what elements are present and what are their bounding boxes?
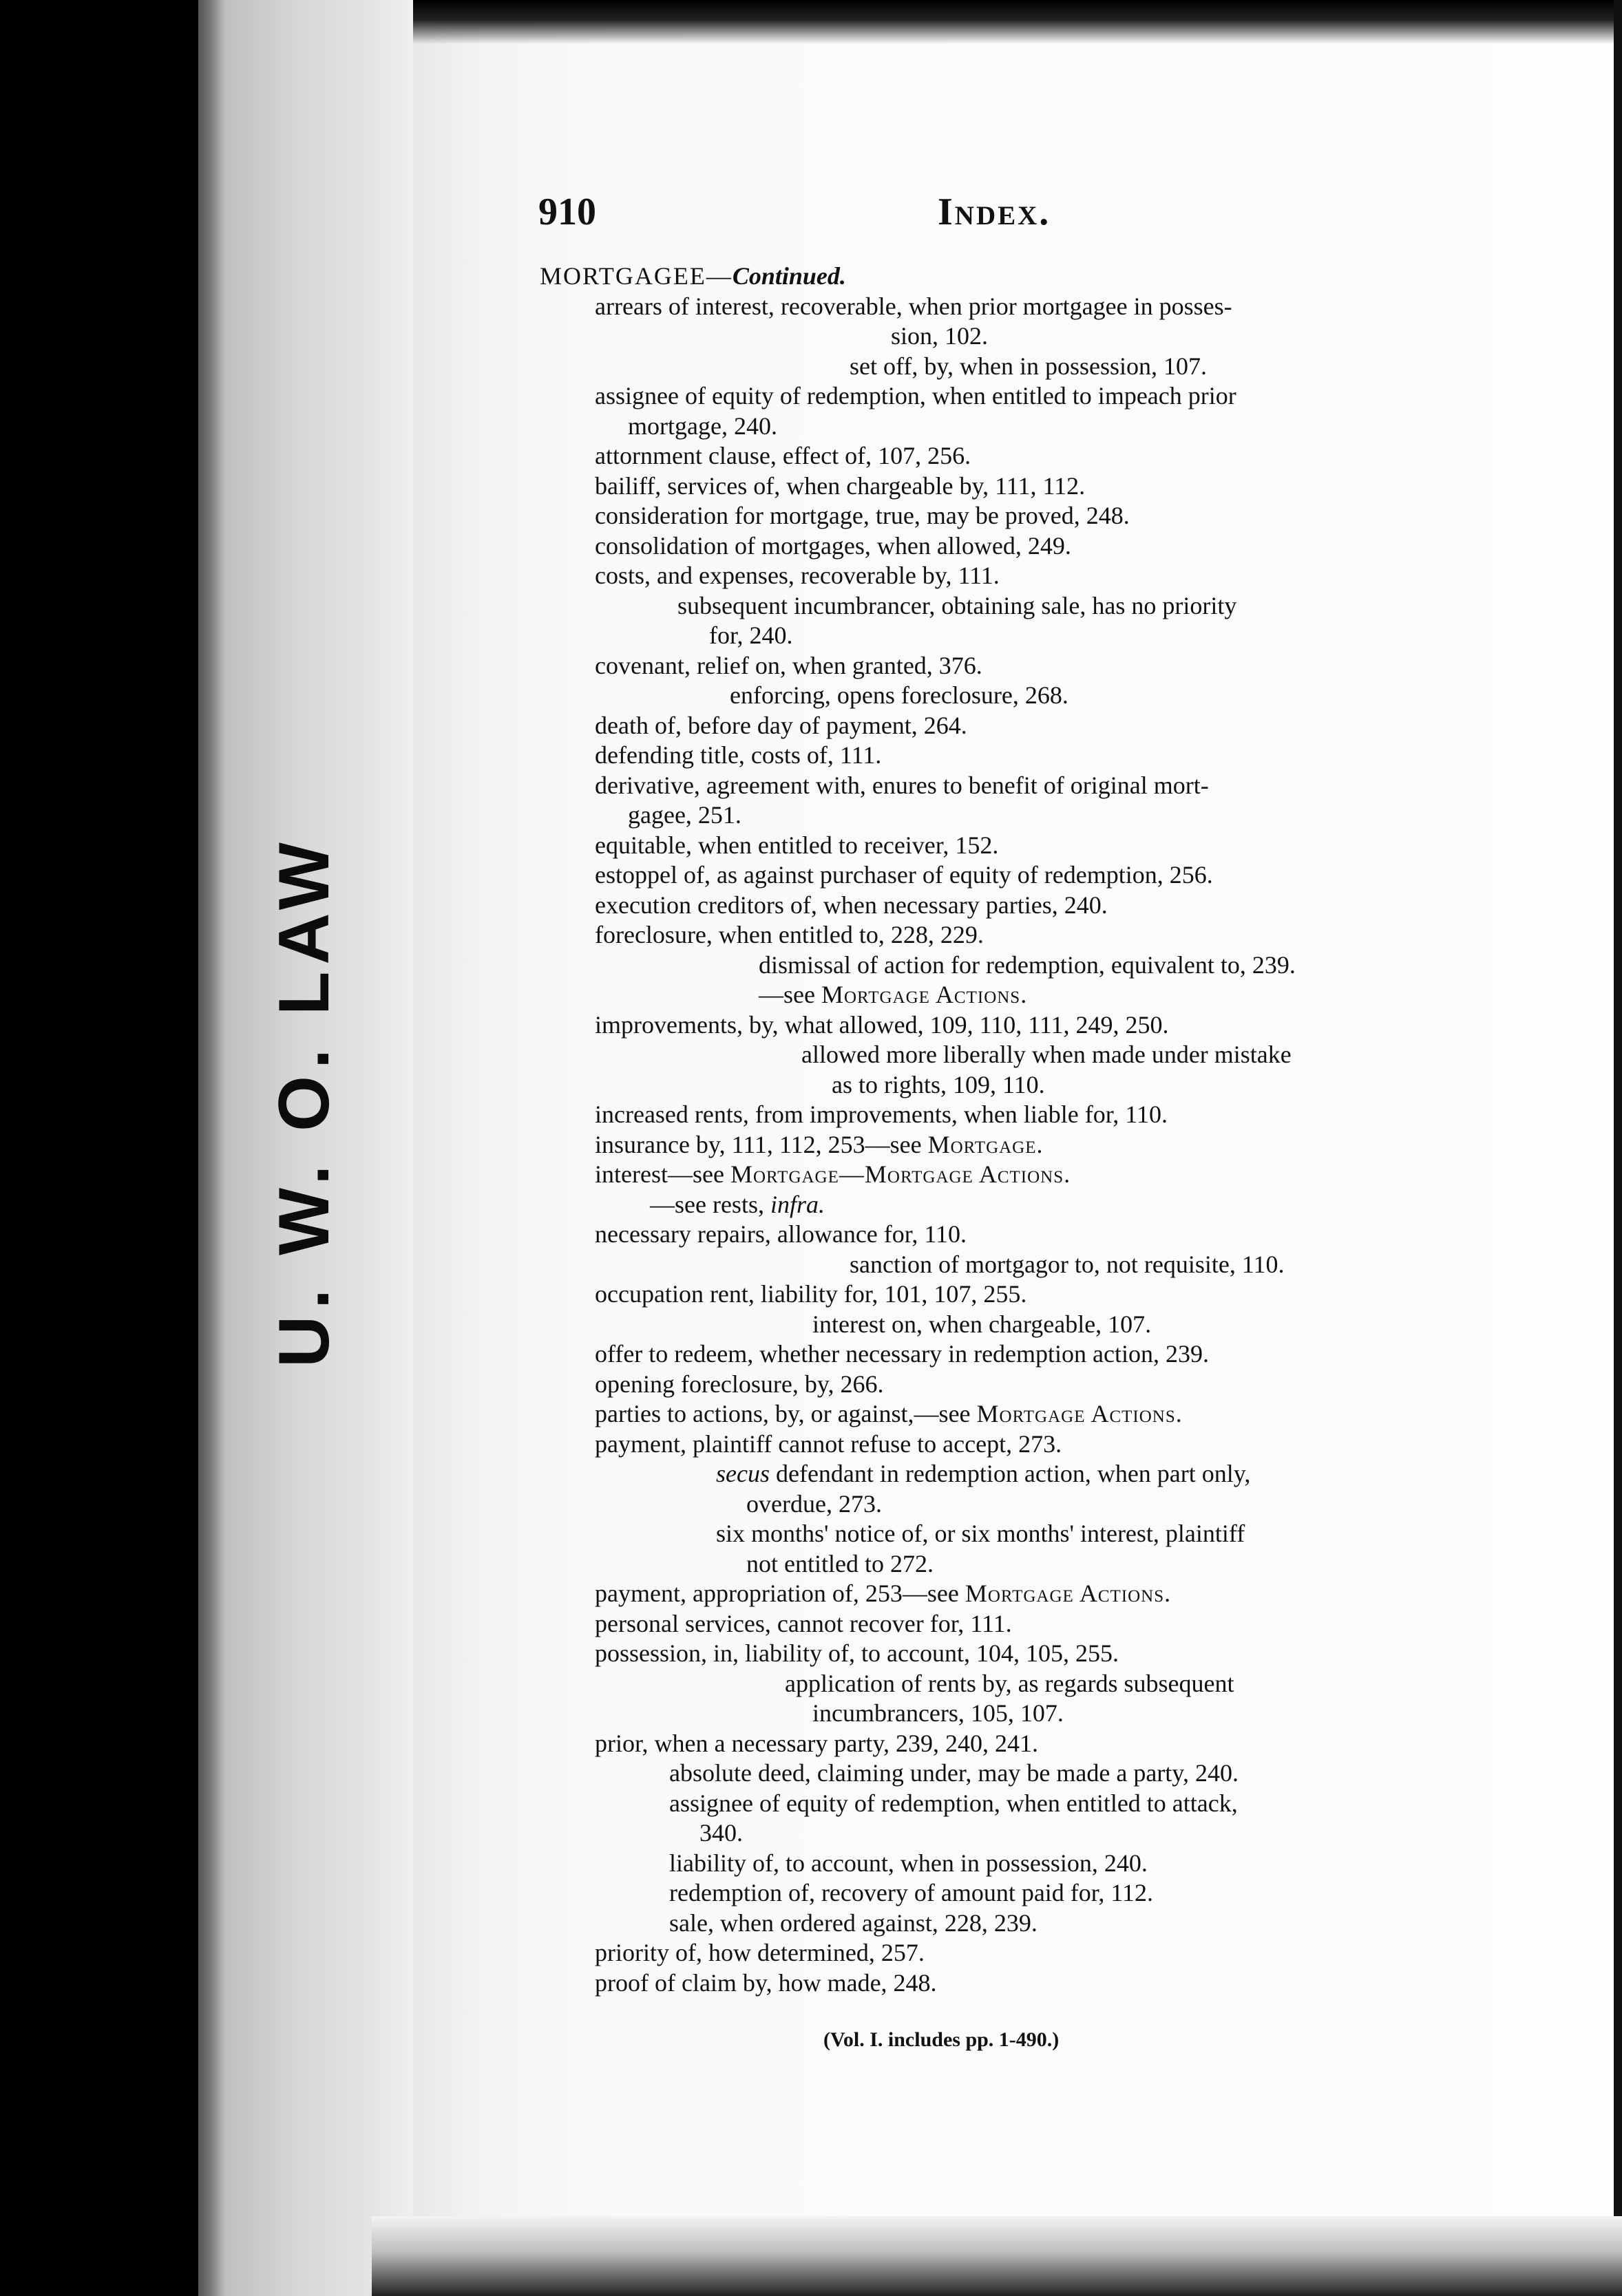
index-line xyxy=(540,771,1462,801)
index-line xyxy=(540,1220,1462,1250)
index-line-text: death of, before day of payment, 264. xyxy=(595,711,967,739)
spine-label-text: U. W. O. LAW xyxy=(264,835,344,1368)
index-line xyxy=(540,471,1462,502)
index-line xyxy=(540,381,1462,412)
index-line-text: Mortgage Actions. xyxy=(965,1580,1172,1607)
index-line-text: equitable, when entitled to receiver, 152. xyxy=(595,831,999,859)
index-line xyxy=(540,1339,1462,1370)
index-line xyxy=(540,1399,1462,1429)
index-line-text: estoppel of, as against purchaser of equity of redemption, 256. xyxy=(595,861,1213,889)
index-line xyxy=(540,1190,1462,1220)
index-line xyxy=(540,1878,1462,1909)
index-line-text: allowed more liberally when made under mistake xyxy=(801,1041,1292,1068)
heading-term: MORTGAGEE— xyxy=(540,262,733,290)
index-line-text: occupation rent, liability for, 101, 107, 255. xyxy=(595,1280,1027,1308)
spine-label xyxy=(180,835,428,1368)
index-line-text: set off, by, when in possession, 107. xyxy=(850,352,1207,380)
index-line xyxy=(540,1070,1462,1101)
index-line xyxy=(540,800,1462,831)
index-line xyxy=(540,321,1462,352)
index-line xyxy=(540,831,1462,861)
index-line xyxy=(540,1579,1462,1609)
index-line-text: mortgage, 240. xyxy=(628,412,777,440)
index-line xyxy=(540,531,1462,562)
index-line xyxy=(540,1699,1462,1729)
index-line xyxy=(540,741,1462,771)
index-line xyxy=(540,1370,1462,1400)
index-line xyxy=(540,1160,1462,1190)
index-line xyxy=(540,1519,1462,1549)
index-line-text: foreclosure, when entitled to, 228, 229. xyxy=(595,921,984,948)
index-line-text: sion, 102. xyxy=(891,322,989,350)
index-line-text: proof of claim by, how made, 248. xyxy=(595,1968,937,1997)
index-line-text: not entitled to 272. xyxy=(746,1549,934,1577)
index-line-text: overdue, 273. xyxy=(746,1489,882,1518)
index-line-text: sale, when ordered against, 228, 239. xyxy=(669,1909,1038,1937)
index-line-text: defending title, costs of, 111. xyxy=(595,741,882,769)
index-line-text: improvements, by, what allowed, 109, 110, 111, 249, 250. xyxy=(595,1010,1169,1039)
heading-continued: Continued. xyxy=(732,262,846,290)
index-line xyxy=(540,1758,1462,1789)
index-line xyxy=(540,681,1462,711)
index-line-text: 340. xyxy=(699,1819,743,1847)
index-line-text: subsequent incumbrancer, obtaining sale, has no priority xyxy=(677,591,1237,619)
page-bottom-shadow xyxy=(372,2216,1622,2296)
index-line-text: necessary repairs, allowance for, 110. xyxy=(595,1220,967,1248)
index-line-text: redemption of, recovery of amount paid for, 112. xyxy=(669,1879,1154,1906)
index-line-text: opening foreclosure, by, 266. xyxy=(595,1370,884,1398)
index-line xyxy=(540,1459,1462,1489)
index-line xyxy=(540,651,1462,681)
index-line xyxy=(540,1938,1462,1968)
index-line-text: increased rents, from improvements, when liable for, 110. xyxy=(595,1101,1168,1128)
index-line xyxy=(540,1849,1462,1879)
index-line xyxy=(540,412,1462,442)
page-title: Index. xyxy=(938,191,1051,233)
index-line-text: derivative, agreement with, enures to benefit of original mort- xyxy=(595,771,1209,799)
index-line xyxy=(540,1010,1462,1041)
index-line-text: liability of, to account, when in possession, 240. xyxy=(669,1849,1148,1877)
index-line xyxy=(540,950,1462,981)
index-line-text: consideration for mortgage, true, may be proved, 248. xyxy=(595,502,1130,529)
index-line xyxy=(540,352,1462,382)
page-number: 910 xyxy=(538,191,596,233)
index-line xyxy=(540,1130,1462,1160)
index-line xyxy=(540,292,1462,322)
index-line xyxy=(540,711,1462,741)
index-line-text: gagee, 251. xyxy=(628,801,741,829)
index-line-text: payment, appropriation of, 253—see xyxy=(595,1580,965,1607)
index-line-text: covenant, relief on, when granted, 376. xyxy=(595,651,982,679)
index-line xyxy=(540,1310,1462,1340)
index-line-text: prior, when a necessary party, 239, 240, 241. xyxy=(595,1729,1039,1757)
index-line xyxy=(540,1489,1462,1520)
index-line-text: six months' notice of, or six months' interest, plaintiff xyxy=(716,1520,1245,1547)
index-line-text: consolidation of mortgages, when allowed, 249. xyxy=(595,531,1071,560)
index-line xyxy=(540,1100,1462,1130)
index-line-text: personal services, cannot recover for, 111. xyxy=(595,1609,1012,1637)
index-line xyxy=(540,1789,1462,1819)
index-line xyxy=(540,980,1462,1010)
index-line xyxy=(540,1279,1462,1310)
index-line-text: assignee of equity of redemption, when entitled to attack, xyxy=(669,1789,1238,1817)
index-line-text: attornment clause, effect of, 107, 256. xyxy=(595,442,971,469)
index-line xyxy=(540,1968,1462,1999)
index-line xyxy=(540,501,1462,531)
index-line-text: offer to redeem, whether necessary in redemption action, 239. xyxy=(595,1340,1210,1368)
index-line xyxy=(540,1549,1462,1580)
index-line-text: costs, and expenses, recoverable by, 111. xyxy=(595,562,1000,589)
index-line xyxy=(540,891,1462,921)
page-top-shadow xyxy=(413,0,1622,44)
index-line xyxy=(540,1729,1462,1759)
index-line xyxy=(540,1909,1462,1939)
index-line xyxy=(540,561,1462,591)
index-line xyxy=(540,621,1462,651)
index-line-text: Mortgage Actions. xyxy=(821,981,1028,1008)
page-right-edge xyxy=(1614,0,1622,2296)
index-line-text: for, 240. xyxy=(709,621,793,649)
index-line-text: assignee of equity of redemption, when entitled to impeach prior xyxy=(595,382,1236,410)
index-line-text: enforcing, opens foreclosure, 268. xyxy=(730,681,1068,709)
index-line-text: incumbrancers, 105, 107. xyxy=(812,1699,1064,1727)
index-line xyxy=(540,1609,1462,1639)
index-entries xyxy=(540,262,1462,1998)
index-line xyxy=(540,1429,1462,1460)
index-line-text: absolute deed, claiming under, may be made a party, 240. xyxy=(669,1759,1239,1787)
index-line xyxy=(540,441,1462,471)
volume-note: (Vol. I. includes pp. 1-490.) xyxy=(823,2028,1060,2051)
index-line-text: sanction of mortgagor to, not requisite, 110. xyxy=(850,1250,1285,1278)
index-line-text: —see rests, xyxy=(650,1190,770,1218)
index-heading xyxy=(540,262,1462,292)
index-line xyxy=(540,920,1462,950)
scan-border xyxy=(0,0,207,2296)
index-line-text: Mortgage—Mortgage Actions. xyxy=(730,1160,1071,1188)
index-line-text: payment, plaintiff cannot refuse to accept, 273. xyxy=(595,1429,1062,1458)
index-line-text: interest on, when chargeable, 107. xyxy=(812,1310,1152,1338)
index-line-text: execution creditors of, when necessary parties, 240. xyxy=(595,891,1108,919)
index-line-text: Mortgage Actions. xyxy=(976,1400,1183,1427)
index-line-text: as to rights, 109, 110. xyxy=(832,1070,1045,1098)
index-line xyxy=(540,1250,1462,1280)
index-line xyxy=(540,591,1462,621)
index-line-text: arrears of interest, recoverable, when prior mortgagee in posses- xyxy=(595,292,1232,320)
index-line-text: bailiff, services of, when chargeable by, 111, 112. xyxy=(595,471,1086,500)
index-line xyxy=(540,860,1462,891)
index-line-text: —see xyxy=(759,981,821,1008)
index-line-text: infra. xyxy=(770,1190,825,1218)
index-line-text: dismissal of action for redemption, equivalent to, 239. xyxy=(759,950,1296,979)
index-line-text: possession, in, liability of, to account, 104, 105, 255. xyxy=(595,1639,1119,1667)
index-line xyxy=(540,1818,1462,1849)
index-line-text: Mortgage. xyxy=(927,1130,1044,1158)
index-line-text: insurance by, 111, 112, 253—see xyxy=(595,1130,928,1158)
index-line xyxy=(540,1040,1462,1070)
index-line-text: defendant in redemption action, when part only, xyxy=(769,1460,1251,1487)
index-line-text: secus xyxy=(716,1460,770,1487)
index-line-text: application of rents by, as regards subsequent xyxy=(785,1669,1234,1697)
index-line-text: parties to actions, by, or against,—see xyxy=(595,1400,977,1427)
index-line xyxy=(540,1669,1462,1699)
index-line-text: interest—see xyxy=(595,1160,730,1188)
index-line-text: priority of, how determined, 257. xyxy=(595,1939,925,1966)
index-line xyxy=(540,1639,1462,1669)
